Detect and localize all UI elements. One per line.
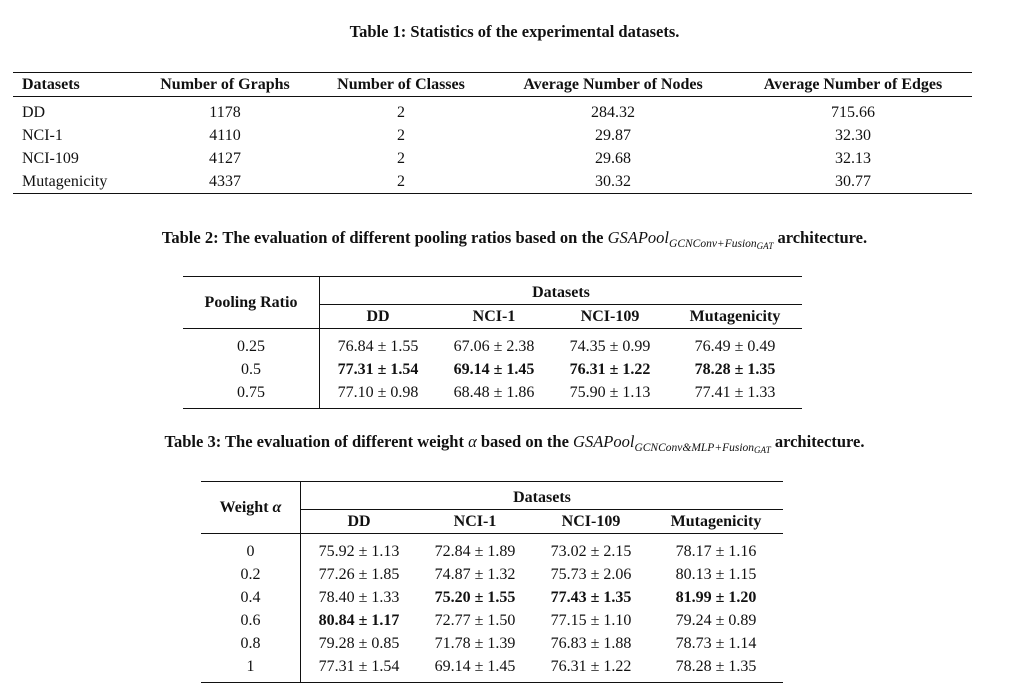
table-cell: 29.68 <box>595 150 631 167</box>
row-label: 0.4 <box>201 586 301 609</box>
table3-caption-math: GSAPool <box>573 432 635 451</box>
group-header: Datasets <box>320 277 803 305</box>
table-row <box>201 534 783 564</box>
table-cell: 75.90 ± 1.13 <box>569 384 651 401</box>
row-label: 0.75 <box>183 381 320 409</box>
table-cell: 4127 <box>209 150 241 167</box>
table3-caption-suffix: architecture. <box>770 432 865 451</box>
table-cell: 4110 <box>209 127 241 144</box>
column-header: NCI-109 <box>580 308 640 325</box>
table1-header: Average Number of Nodes <box>523 76 703 93</box>
row-label: 0.2 <box>201 563 301 586</box>
table-cell: 2 <box>397 104 405 121</box>
table-cell: 78.73 ± 1.14 <box>675 635 757 652</box>
table-cell: 78.28 ± 1.35 <box>675 658 757 675</box>
table2-caption-prefix: Table 2: The evaluation of different pooling ratios based on the <box>161 228 608 247</box>
table-cell: Mutagenicity <box>22 173 108 190</box>
table-cell: 80.84 ± 1.17 <box>318 612 400 629</box>
table1-header: Average Number of Edges <box>763 76 943 93</box>
table1-header: Number of Graphs <box>160 76 290 93</box>
table-cell: 32.13 <box>835 150 871 167</box>
table-cell: 75.20 ± 1.55 <box>434 589 516 606</box>
row-header <box>201 482 301 534</box>
table-cell: NCI-109 <box>22 150 79 167</box>
table-cell: 75.73 ± 2.06 <box>550 566 632 583</box>
table-row <box>201 609 783 632</box>
table-cell: 79.24 ± 0.89 <box>675 612 757 629</box>
row-header-text: Weight <box>219 499 269 516</box>
table-cell: 77.26 ± 1.85 <box>318 566 400 583</box>
row-label: 1 <box>201 655 301 683</box>
table-row <box>183 358 802 381</box>
row-header-symbol: α <box>272 499 282 516</box>
table-row <box>13 97 972 125</box>
table2 <box>183 276 802 409</box>
table3-caption <box>0 432 1029 455</box>
table-cell: 69.14 ± 1.45 <box>453 361 535 378</box>
table-cell: 72.77 ± 1.50 <box>434 612 516 629</box>
table2-caption-suffix: architecture. <box>773 228 868 247</box>
table-row <box>201 563 783 586</box>
table-cell: 4337 <box>209 173 241 190</box>
table-row <box>13 124 972 147</box>
table-row <box>13 170 972 194</box>
table-cell: 77.41 ± 1.33 <box>694 384 776 401</box>
column-header: NCI-109 <box>561 513 621 530</box>
table-cell: NCI-1 <box>22 127 63 144</box>
table-cell: 2 <box>397 150 405 167</box>
table3-caption-subsub: GAT <box>754 445 771 455</box>
table-row <box>13 147 972 170</box>
table-cell: 76.83 ± 1.88 <box>550 635 632 652</box>
column-header: DD <box>347 513 371 530</box>
table-cell: 77.31 ± 1.54 <box>337 361 419 378</box>
table-cell: 67.06 ± 2.38 <box>453 338 535 355</box>
table-cell: 74.87 ± 1.32 <box>434 566 516 583</box>
table-cell: 30.77 <box>835 173 871 190</box>
table-cell: 80.13 ± 1.15 <box>675 566 757 583</box>
column-header: Mutagenicity <box>670 513 762 530</box>
table-cell: DD <box>22 104 46 121</box>
table3-caption-mid: based on the <box>476 432 574 451</box>
table3 <box>201 481 783 683</box>
table-cell: 72.84 ± 1.89 <box>434 543 516 560</box>
column-header: NCI-1 <box>472 308 516 325</box>
table2-caption-sub-text: GCNConv+Fusion <box>669 238 757 250</box>
table3-caption-sub-text: GCNConv&MLP+Fusion <box>634 442 755 454</box>
column-header: Mutagenicity <box>689 308 781 325</box>
table-cell: 32.30 <box>835 127 871 144</box>
table-cell: 76.31 ± 1.22 <box>569 361 651 378</box>
table-cell: 69.14 ± 1.45 <box>434 658 516 675</box>
table-cell: 78.17 ± 1.16 <box>675 543 757 560</box>
table-cell: 77.43 ± 1.35 <box>550 589 632 606</box>
table1 <box>13 72 972 194</box>
row-label: 0.25 <box>183 329 320 359</box>
table2-caption <box>0 228 1029 251</box>
table1-header: Datasets <box>22 76 80 93</box>
row-label: 0.8 <box>201 632 301 655</box>
table-row <box>183 381 802 409</box>
table-row <box>201 586 783 609</box>
table-cell: 71.78 ± 1.39 <box>434 635 516 652</box>
table-cell: 77.15 ± 1.10 <box>550 612 632 629</box>
table-cell: 76.31 ± 1.22 <box>550 658 632 675</box>
table-cell: 76.49 ± 0.49 <box>694 338 776 355</box>
table-cell: 77.10 ± 0.98 <box>337 384 419 401</box>
table-cell: 68.48 ± 1.86 <box>453 384 535 401</box>
table-cell: 76.84 ± 1.55 <box>337 338 419 355</box>
table-row <box>201 632 783 655</box>
table2-caption-math: GSAPool <box>607 228 670 247</box>
column-header: NCI-1 <box>453 513 497 530</box>
group-header: Datasets <box>301 482 784 510</box>
table-cell: 77.31 ± 1.54 <box>318 658 400 675</box>
table-cell: 74.35 ± 0.99 <box>569 338 651 355</box>
table-cell: 81.99 ± 1.20 <box>675 589 757 606</box>
row-label: 0.6 <box>201 609 301 632</box>
table3-caption-sub <box>634 442 770 454</box>
table-cell: 2 <box>397 173 405 190</box>
table-cell: 2 <box>397 127 405 144</box>
table-cell: 73.02 ± 2.15 <box>550 543 632 560</box>
table3-caption-alpha: α <box>468 432 477 451</box>
table-cell: 284.32 <box>591 104 635 121</box>
row-label: 0.5 <box>183 358 320 381</box>
table2-caption-subsub: GAT <box>756 241 774 251</box>
table2-caption-sub <box>669 238 773 250</box>
table-cell: 78.40 ± 1.33 <box>318 589 400 606</box>
table-cell: 1178 <box>209 104 241 121</box>
table3-caption-prefix: Table 3: The evaluation of different weight <box>164 432 469 451</box>
table-cell: 78.28 ± 1.35 <box>694 361 776 378</box>
table-cell: 715.66 <box>831 104 875 121</box>
table-row <box>201 655 783 683</box>
row-header: Pooling Ratio <box>183 277 320 329</box>
table1-caption: Table 1: Statistics of the experimental datasets. <box>349 22 680 41</box>
table-row <box>183 329 802 359</box>
table-cell: 75.92 ± 1.13 <box>318 543 400 560</box>
column-header: DD <box>366 308 390 325</box>
table-cell: 30.32 <box>595 173 631 190</box>
row-label: 0 <box>201 534 301 564</box>
table-cell: 79.28 ± 0.85 <box>318 635 400 652</box>
table1-header: Number of Classes <box>337 76 465 93</box>
table-cell: 29.87 <box>595 127 631 144</box>
